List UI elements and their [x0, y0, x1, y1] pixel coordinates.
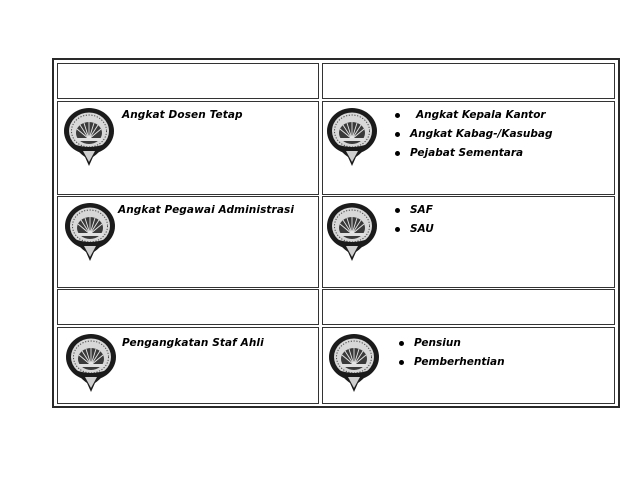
university-seal-icon [328, 331, 380, 393]
bullet-icon [395, 208, 400, 213]
table-cell [322, 327, 615, 404]
cell-label: Angkat Pegawai Administrasi [118, 204, 295, 216]
table-cell [57, 101, 319, 195]
list-item: Pensiun [399, 334, 505, 353]
list-item: SAU [395, 220, 434, 239]
cell-label: Angkat Dosen Tetap [122, 109, 243, 121]
bullet-list [395, 106, 552, 163]
university-seal-icon [326, 200, 378, 262]
header-cell-left [57, 63, 319, 99]
spacer-cell-left [57, 289, 319, 325]
header-cell-right [322, 63, 615, 99]
university-seal-icon [326, 105, 378, 167]
university-seal-icon [64, 200, 116, 262]
spacer-cell-right [322, 289, 615, 325]
bullet-icon [395, 132, 400, 137]
bullet-icon [395, 113, 400, 118]
bullet-icon [395, 151, 400, 156]
table-cell [322, 101, 615, 195]
bullet-list [399, 334, 505, 372]
bullet-icon [399, 360, 404, 365]
table-cell [322, 196, 615, 288]
list-item: Pejabat Sementara [395, 144, 552, 163]
list-item: Pemberhentian [399, 353, 505, 372]
table-cell [57, 196, 319, 288]
table-cell [57, 327, 319, 404]
university-seal-icon [63, 105, 115, 167]
bullet-icon [395, 227, 400, 232]
document-table [52, 58, 620, 408]
university-seal-icon [65, 331, 117, 393]
bullet-list [395, 201, 434, 239]
list-item: Angkat Kepala Kantor [395, 106, 552, 125]
cell-label: Pengangkatan Staf Ahli [122, 337, 264, 349]
bullet-icon [399, 341, 404, 346]
list-item: SAF [395, 201, 434, 220]
list-item: Angkat Kabag-/Kasubag [395, 125, 552, 144]
